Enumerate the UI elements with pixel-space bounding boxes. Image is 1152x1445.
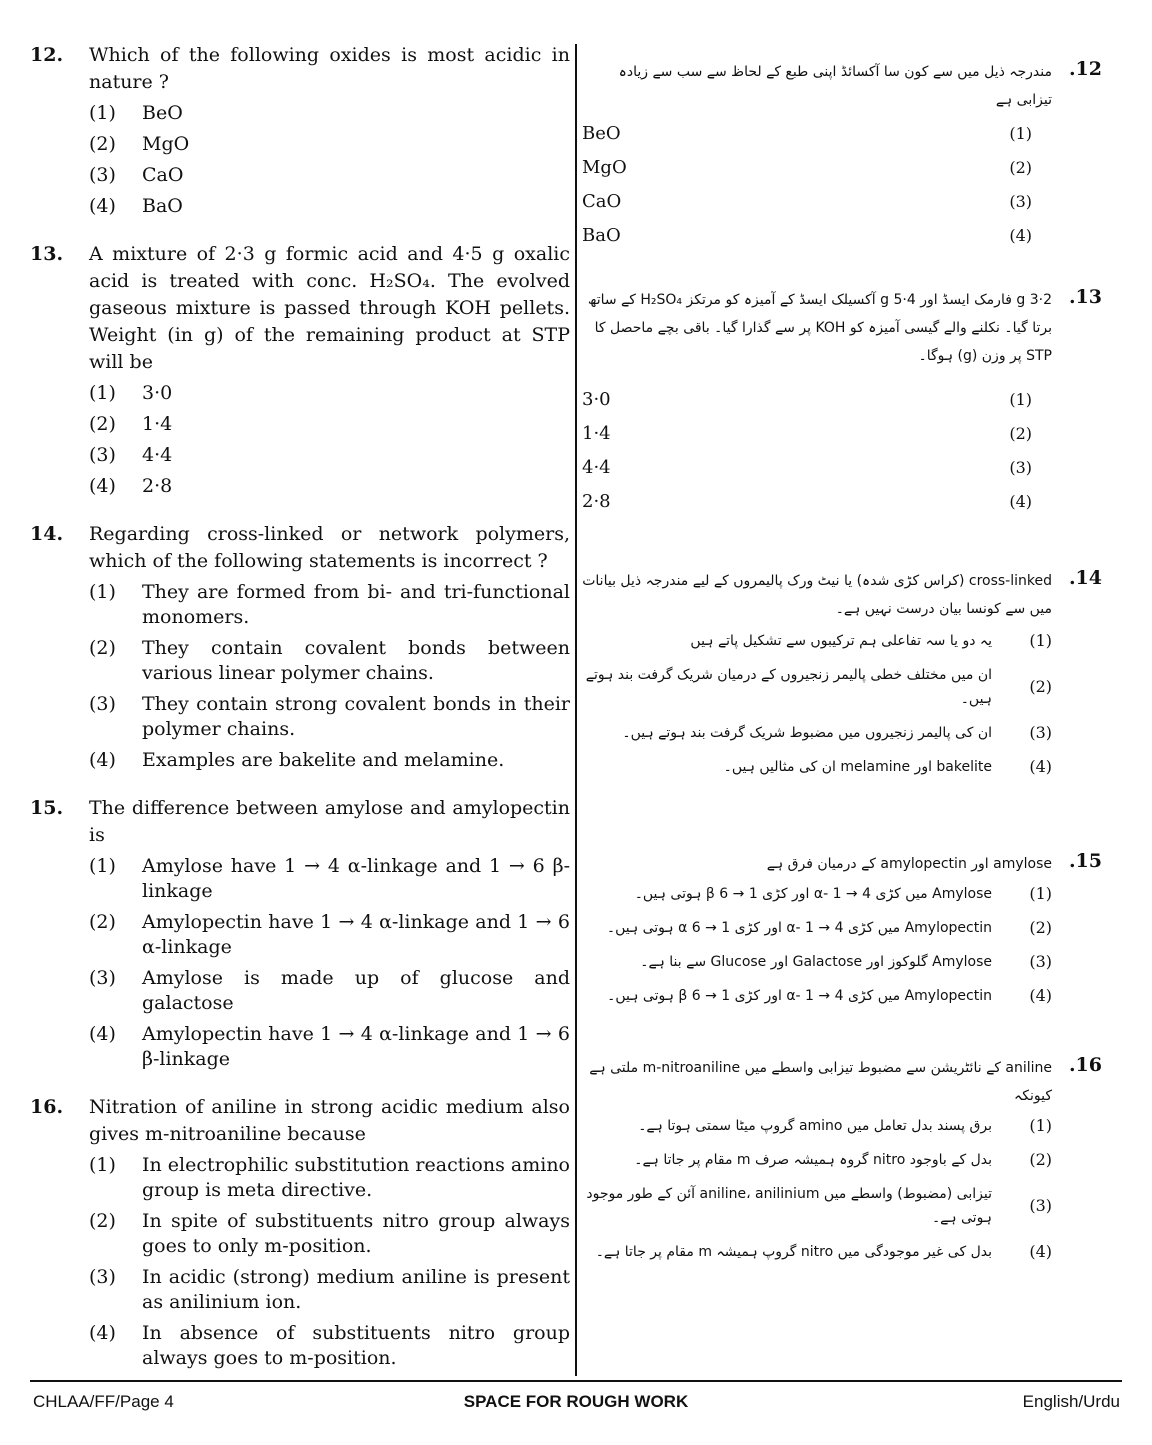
option: (2) They contain covalent bonds between various linear polymer chains.: [89, 637, 570, 684]
option: (4) BaO: [89, 195, 183, 217]
question-stem: Regarding cross-linked or network polymers, which of the following statements is incorrect ?: [89, 523, 570, 572]
option: (3) Amylose گلوکوز اور Galactose اور Glucose سے بنا ہے۔: [640, 952, 1052, 971]
question-15: [30, 795, 570, 1078]
question-stem: Which of the following oxides is most acidic in nature ?: [89, 44, 570, 93]
option: (3) تیزابی (مضبوط) واسطے میں aniline، anilinium آئن کے طور موجود ہوتی ہے۔: [586, 1186, 1052, 1226]
footer-language: English/Urdu: [1022, 1392, 1120, 1411]
question-number: .12: [1068, 58, 1102, 80]
question-14: [30, 521, 570, 779]
option: (1) They are formed from bi- and tri-functional monomers.: [89, 581, 570, 628]
question-stem: 2·3 g فارمک ایسڈ اور 4·5 g آکسیلک ایسڈ کے آمیزہ کو مرتکز H₂SO₄ کے ساتھ برتا گیا۔ نکلنے والے گیسی آمیزہ کو KOH پر سے گذارا گیا۔ باقی بچے ماحصل کا STP پر وزن (g) ہوگا۔: [587, 292, 1052, 364]
question-number: 13.: [30, 243, 64, 265]
option: (1) In electrophilic substitution reactions amino group is meta directive.: [89, 1154, 570, 1201]
option: (1) 3·0: [582, 389, 1032, 410]
question-number: 16.: [30, 1096, 64, 1118]
option: (2) ان میں مختلف خطی پالیمر زنجیروں کے درمیان شریک گرفت بند ہوتے ہیں۔: [585, 667, 1052, 707]
option: (2) 1·4: [582, 423, 1032, 444]
column-divider: [575, 44, 577, 1376]
option: (4) بدل کی غیر موجودگی میں nitro گروپ ہمیشہ m مقام پر جاتا ہے۔: [595, 1242, 1052, 1261]
footer-center-label: SPACE FOR ROUGH WORK: [463, 1392, 689, 1411]
question-stem: amylose اور amylopectin کے درمیان فرق ہے: [766, 856, 1052, 872]
question-number: .13: [1068, 286, 1102, 308]
option: (3) CaO: [582, 191, 1032, 212]
option: (2) 1·4: [89, 413, 173, 435]
question-stem: cross-linked (کراس کڑی شدہ) یا نیٹ ورک پالیمروں کے لیے مندرجہ ذیل بیانات میں سے کونسا بیان درست نہیں ہے۔: [582, 573, 1052, 617]
option: (3) CaO: [89, 164, 184, 186]
english-column: [30, 42, 570, 1393]
option: (1) Amylose میں کڑی α- 1 → 4 اور کڑی β 6 → 1 ہوتی ہیں۔: [634, 884, 1052, 903]
urdu-question-16: [582, 1054, 1102, 1274]
option: (2) In spite of substituents nitro group always goes to only m-position.: [89, 1210, 570, 1257]
option: (1) BeO: [89, 102, 183, 124]
question-number: 12.: [30, 44, 64, 66]
urdu-question-15: [582, 850, 1102, 1018]
option: (2) Amylopectin have 1 → 4 α-linkage and 1 → 6 α-linkage: [89, 911, 570, 958]
option: (1) 3·0: [89, 382, 173, 404]
urdu-question-13: [582, 286, 1102, 524]
option: (3) Amylose is made up of glucose and galactose: [89, 967, 570, 1014]
option: (1) Amylose have 1 → 4 α-linkage and 1 → 6 β-linkage: [89, 855, 570, 902]
footer-page-code: CHLAA/FF/Page 4: [33, 1392, 174, 1411]
option: (2) Amylopectin میں کڑی α- 1 → 4 اور کڑی α 6 → 1 ہوتی ہیں۔: [606, 918, 1052, 937]
option: (3) 4·4: [89, 444, 173, 466]
question-number: .14: [1068, 567, 1102, 589]
option: (3) They contain strong covalent bonds in their polymer chains.: [89, 693, 570, 740]
question-13: [30, 241, 570, 505]
option: (1) یہ دو یا سہ تفاعلی ہم ترکیبوں سے تشکیل پاتے ہیں: [690, 631, 1052, 650]
urdu-column: [582, 44, 1122, 1374]
question-12: [30, 42, 570, 225]
option: (3) ان کی پالیمر زنجیروں میں مضبوط شریک گرفت بند ہوتے ہیں۔: [622, 723, 1052, 742]
question-stem: A mixture of 2·3 g formic acid and 4·5 g oxalic acid is treated with conc. H₂SO₄. The evolved gaseous mixture is passed through KOH pellets. Weight (in g) of the remaining product at STP will be: [89, 243, 570, 373]
urdu-question-14: [582, 567, 1102, 789]
question-number: 14.: [30, 523, 64, 545]
option: (3) In acidic (strong) medium aniline is present as anilinium ion.: [89, 1266, 570, 1313]
option: (3) 4·4: [582, 457, 1032, 478]
option: (4) 2·8: [89, 475, 173, 497]
urdu-question-12: [582, 58, 1102, 258]
option: (4) Amylopectin میں کڑی α- 1 → 4 اور کڑی β 6 → 1 ہوتی ہیں۔: [607, 986, 1052, 1005]
option: (4) Amylopectin have 1 → 4 α-linkage and 1 → 6 β-linkage: [89, 1023, 570, 1070]
question-stem: The difference between amylose and amylopectin is: [89, 797, 570, 846]
question-stem: Nitration of aniline in strong acidic medium also gives m-nitroaniline because: [89, 1096, 570, 1145]
option: (2) بدل کے باوجود nitro گروہ ہمیشہ صرف m مقام پر جاتا ہے۔: [634, 1150, 1052, 1169]
question-number: .15: [1068, 850, 1102, 872]
option: (2) MgO: [89, 133, 190, 155]
option: (4) Examples are bakelite and melamine.: [89, 749, 505, 771]
option: (4) 2·8: [582, 491, 1032, 512]
option: (4) bakelite اور melamine ان کی مثالیں ہیں۔: [723, 757, 1052, 776]
question-number: 15.: [30, 797, 64, 819]
footer-rule: [30, 1380, 1122, 1382]
question-stem: aniline کے نائٹریشن سے مضبوط تیزابی واسطے میں m-nitroaniline ملتی ہے کیونکہ: [589, 1060, 1052, 1104]
question-number: .16: [1068, 1054, 1102, 1076]
option: (1) BeO: [582, 123, 1032, 144]
option: (4) BaO: [582, 225, 1032, 246]
option: (1) برق پسند بدل تعامل میں amino گروپ میٹا سمتی ہوتا ہے۔: [638, 1116, 1052, 1135]
option: (2) MgO: [582, 157, 1032, 178]
question-stem: مندرجہ ذیل میں سے کون سا آکسائڈ اپنی طبع کے لحاظ سے سب سے زیادہ تیزابی ہے: [618, 64, 1052, 108]
question-16: [30, 1094, 570, 1377]
option: (4) In absence of substituents nitro group always goes to m-position.: [89, 1322, 570, 1369]
